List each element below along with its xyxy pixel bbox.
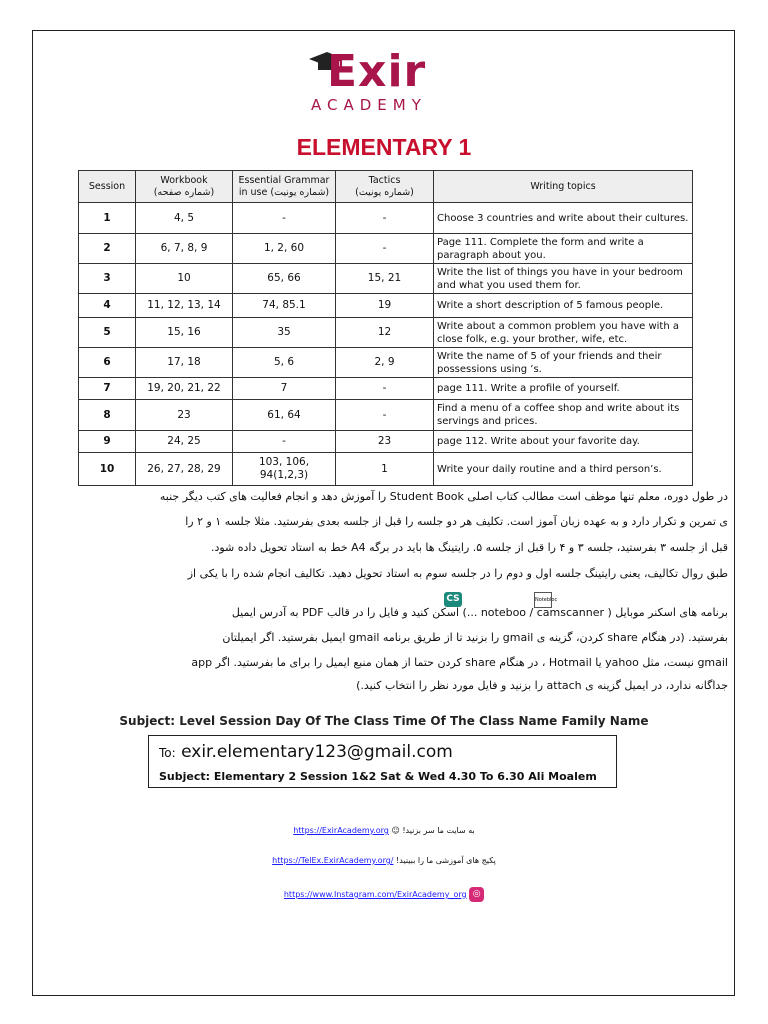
cell-grammar: 61, 64 [233,400,336,431]
persian-instruction-line: طبق روال تکالیف، یعنی رایتینگ جلسه اول و دوم را در جلسه سوم به استاد تحویل دهید. تکالیف انجام شده را با یکی از [187,567,728,580]
header-workbook [136,171,233,203]
cell-workbook: 24, 25 [136,431,233,453]
cell-workbook: 17, 18 [136,348,233,378]
cell-grammar: 5, 6 [233,348,336,378]
cell-topic: page 111. Write a profile of yourself. [434,378,693,400]
cell-session: 8 [79,400,136,431]
header-session: Session [79,171,136,203]
telex-link-caption: پکیج های آموزشی ما را ببینید! [396,856,496,865]
cell-tactics: - [336,378,434,400]
cell-workbook: 4, 5 [136,203,233,234]
cell-topic: Find a menu of a coffee shop and write about its servings and prices. [434,400,693,431]
header-workbook-sub: (شماره صفحه) [153,186,215,198]
table-row [79,348,693,378]
cell-grammar: 74, 85.1 [233,294,336,318]
email-address[interactable]: exir.elementary123@gmail.com [181,742,453,762]
cell-workbook: 15, 16 [136,318,233,348]
cell-topic: Write the name of 5 of your friends and their possessions using ’s. [434,348,693,378]
cell-grammar: - [233,203,336,234]
cell-topic: Page 111. Complete the form and write a paragraph about you. [434,234,693,264]
cell-session: 4 [79,294,136,318]
cell-grammar: 1, 2, 60 [233,234,336,264]
instagram-icon: ◎ [469,887,484,902]
table-row [79,264,693,294]
cell-grammar: - [233,431,336,453]
telex-link-row [0,856,768,865]
persian-instruction-line: بفرستید. (در هنگام share کردن، گزینه ی gmail را بزنید تا از طریق برنامه gmail ایمیل بفرستید. اگر ایمیلتان [222,631,728,644]
header-grammar [233,171,336,203]
email-subject-example: Subject: Elementary 2 Session 1&2 Sat & Wed 4.30 To 6.30 Ali Moalem [159,770,597,783]
cell-session: 3 [79,264,136,294]
website-link-row [0,826,768,835]
table-row [79,203,693,234]
table-row [79,400,693,431]
logo-word: Exir [327,46,427,97]
website-link[interactable]: https://ExirAcademy.org [293,826,389,835]
cell-grammar: 103, 106, 94(1,2,3) [233,453,336,486]
header-topics: Writing topics [434,171,693,203]
subject-template: Subject: Level Session Day Of The Class Time Of The Class Name Family Name [119,714,649,728]
cell-session: 9 [79,431,136,453]
logo-subtitle: ACADEMY [311,96,427,114]
cell-topic: Write your daily routine and a third person’s. [434,453,693,486]
camscanner-icon: CS [444,592,462,607]
cell-workbook: 11, 12, 13, 14 [136,294,233,318]
cell-grammar: 35 [233,318,336,348]
cell-workbook: 19, 20, 21, 22 [136,378,233,400]
cell-topic: Write a short description of 5 famous people. [434,294,693,318]
instagram-link-row [0,887,768,902]
schedule-table [78,170,693,486]
table-row [79,453,693,486]
email-box [148,735,617,788]
persian-instruction-line: جداگانه ندارد، در ایمیل گزینه ی attach را بزنید و فایل مورد نظر را انتخاب کنید.) [356,679,728,692]
email-to-label: To: [159,746,176,760]
cell-session: 6 [79,348,136,378]
persian-instruction-line: ی تمرین و تکرار دارد و به عهده زبان آموز است. تکلیف هر دو جلسه را قبل از جلسه بعدی بفرستید. مثلا جلسه ۱ و ۲ را [185,515,728,528]
cell-workbook: 6, 7, 8, 9 [136,234,233,264]
cell-topic: Choose 3 countries and write about their cultures. [434,203,693,234]
cell-topic: Write about a common problem you have with a close folk, e.g. your brother, wife, etc. [434,318,693,348]
table-row [79,318,693,348]
cell-tactics: 2, 9 [336,348,434,378]
cell-workbook: 10 [136,264,233,294]
page-title: ELEMENTARY 1 [296,134,472,160]
cell-tactics: 19 [336,294,434,318]
instagram-link[interactable]: https://www.Instagram.com/ExirAcademy_org [283,890,467,899]
cell-workbook: 26, 27, 28, 29 [136,453,233,486]
table-header-row [79,171,693,203]
cell-grammar: 65, 66 [233,264,336,294]
telex-link[interactable]: https://TelEx.ExirAcademy.org/ [272,856,394,865]
cell-topic: Write the list of things you have in your bedroom and what you used them for. [434,264,693,294]
cell-tactics: 1 [336,453,434,486]
table-row [79,378,693,400]
header-tactics-sub: (شماره یونیت) [355,186,414,198]
header-tactics-label: Tactics [368,174,401,186]
cell-tactics: 23 [336,431,434,453]
notebloc-icon: Notebloc [534,592,552,608]
persian-instruction-line: gmail نیست، مثل yahoo یا Hotmail ، در هنگام share کردن حتما از همان منبع ایمیل را برای ما بفرستید. اگر app [191,656,728,669]
cell-tactics: - [336,234,434,264]
exir-academy-logo [305,46,465,116]
cell-tactics: 15, 21 [336,264,434,294]
cell-topic: page 112. Write about your favorite day. [434,431,693,453]
cell-tactics: - [336,400,434,431]
cell-session: 5 [79,318,136,348]
table-row [79,234,693,264]
email-to-line [159,742,453,762]
header-workbook-label: Workbook [160,174,208,186]
website-link-caption: به سایت ما سر بزنید! ☺ [391,826,475,835]
persian-instruction-line: برنامه های اسکنر موبایل ( noteboo / camscanner ...) اسکن کنید و فایل را در قالب PDF به آدرس ایمیل [231,606,728,619]
header-grammar-label: Essential Grammar in use [238,174,330,198]
header-grammar-sub: (شماره یونیت) [270,186,330,198]
cell-workbook: 23 [136,400,233,431]
persian-instruction-line: در طول دوره، معلم تنها موظف است مطالب کتاب اصلی Student Book را آموزش دهد و انجام فعالیت های کتب دیگر جنبه [159,490,728,503]
cell-session: 10 [79,453,136,486]
cell-tactics: 12 [336,318,434,348]
cell-grammar: 7 [233,378,336,400]
header-tactics [336,171,434,203]
table-row [79,431,693,453]
persian-instruction-line: قبل از جلسه ۳ بفرستید، جلسه ۳ و ۴ را قبل از جلسه ۵. رایتینگ ها باید در برگه A4 خط به استاد تحویل داده شود. [210,541,728,554]
table-row [79,294,693,318]
cell-session: 1 [79,203,136,234]
cell-session: 2 [79,234,136,264]
cell-session: 7 [79,378,136,400]
cell-tactics: - [336,203,434,234]
